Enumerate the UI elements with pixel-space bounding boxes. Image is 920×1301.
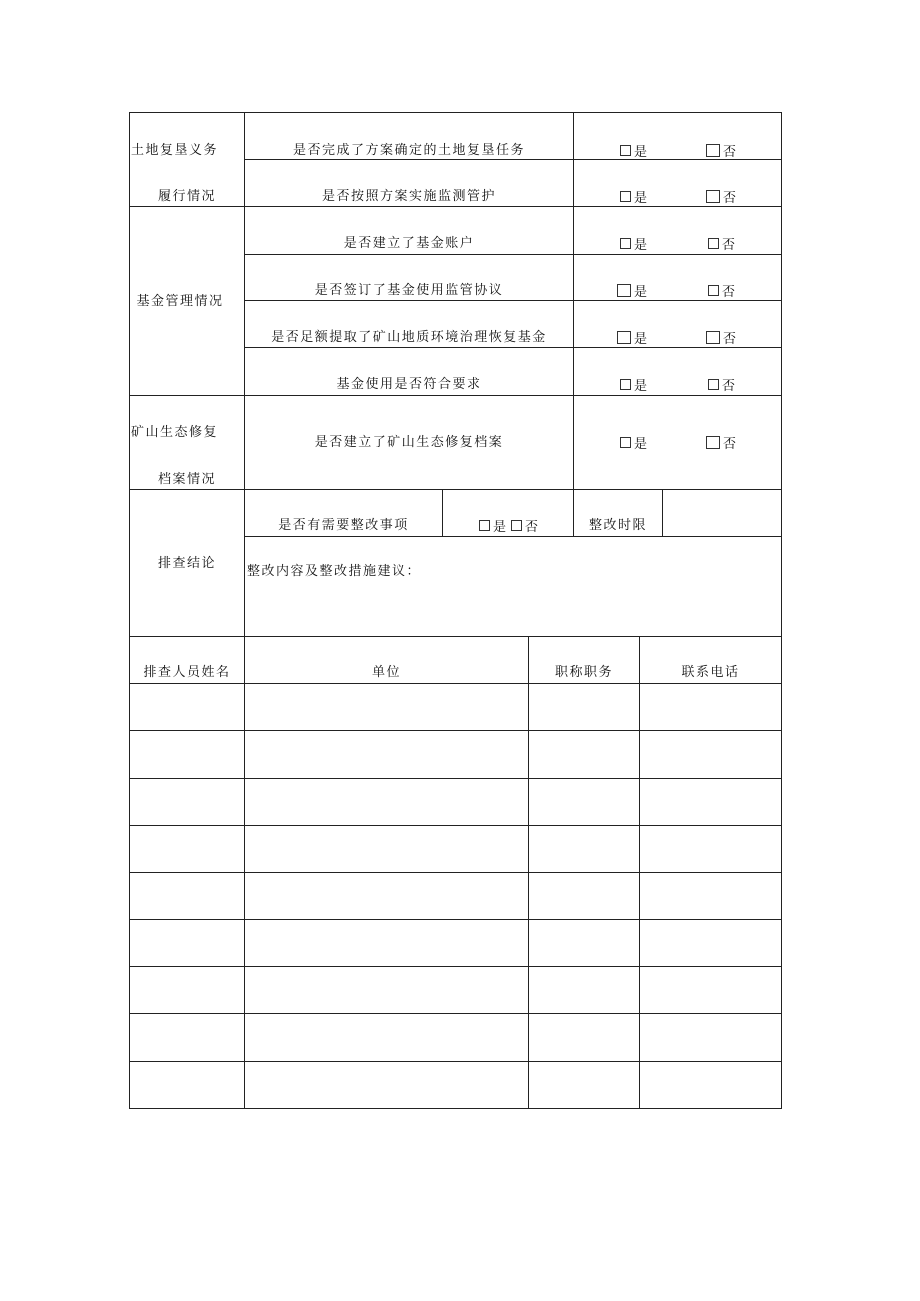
fund-question-1: 是否建立了基金账户 [343, 235, 475, 251]
checkbox-icon [708, 379, 719, 390]
checkbox-icon [706, 436, 720, 449]
deadline-label: 整改时限 [588, 517, 647, 533]
table-cell[interactable] [130, 1014, 244, 1061]
checkbox-icon [706, 331, 720, 344]
header-title: 职称职务 [554, 664, 613, 680]
option-no[interactable]: 否 [706, 433, 737, 451]
header-unit: 单位 [371, 664, 401, 680]
rectify-question: 是否有需要整改事项 [278, 517, 409, 533]
table-cell[interactable] [640, 873, 781, 919]
checkbox-icon [620, 437, 631, 448]
table-cell[interactable] [130, 684, 244, 730]
table-cell[interactable] [529, 1014, 639, 1061]
conclusion-label: 排查结论 [157, 555, 216, 571]
table-cell[interactable] [245, 967, 528, 1013]
checkbox-icon [620, 145, 631, 156]
checkbox-icon [706, 190, 720, 203]
table-cell[interactable] [529, 826, 639, 872]
option-no[interactable]: 否 [706, 328, 737, 346]
fund-label: 基金管理情况 [136, 293, 224, 309]
rectify-option-no[interactable]: 否 [511, 516, 539, 534]
table-cell[interactable] [640, 1014, 781, 1061]
table-cell[interactable] [529, 873, 639, 919]
table-cell[interactable] [640, 779, 781, 825]
table-cell[interactable] [529, 967, 639, 1013]
checkbox-icon [617, 331, 631, 344]
checkbox-icon [708, 285, 719, 296]
rectify-content-label: 整改内容及整改措施建议： [247, 563, 422, 579]
table-cell[interactable] [245, 873, 528, 919]
table-cell[interactable] [640, 826, 781, 872]
table-cell[interactable] [245, 1014, 528, 1061]
option-no[interactable]: 否 [708, 234, 736, 252]
archive-label-line1: 矿山生态修复 [131, 424, 219, 440]
checkbox-icon [620, 191, 631, 202]
table-cell[interactable] [245, 779, 528, 825]
checkbox-icon [620, 379, 631, 390]
option-no[interactable]: 否 [708, 375, 736, 393]
table-cell[interactable] [640, 967, 781, 1013]
fund-question-3: 是否足额提取了矿山地质环境治理恢复基金 [271, 329, 547, 345]
checkbox-icon [479, 520, 490, 531]
fund-question-2: 是否签订了基金使用监管协议 [314, 282, 504, 298]
deadline-field[interactable] [663, 516, 781, 534]
archive-question-1: 是否建立了矿山生态修复档案 [314, 434, 504, 450]
option-yes[interactable]: 是 [620, 375, 648, 393]
table-cell[interactable] [130, 1062, 244, 1108]
table-cell[interactable] [529, 684, 639, 730]
table-cell[interactable] [130, 826, 244, 872]
table-cell[interactable] [529, 1062, 639, 1108]
option-yes[interactable]: 是 [620, 187, 648, 205]
table-cell[interactable] [245, 684, 528, 730]
table-cell[interactable] [130, 779, 244, 825]
table-cell[interactable] [130, 873, 244, 919]
option-yes[interactable]: 是 [620, 433, 648, 451]
archive-label-line2: 档案情况 [157, 471, 216, 487]
table-cell[interactable] [640, 920, 781, 966]
table-cell[interactable] [640, 731, 781, 778]
table-cell[interactable] [245, 920, 528, 966]
option-no[interactable]: 否 [708, 281, 736, 299]
rectify-option-yes[interactable]: 是 [479, 516, 507, 534]
table-cell[interactable] [529, 731, 639, 778]
checkbox-icon [511, 520, 522, 531]
checkbox-icon [706, 144, 720, 157]
table-cell[interactable] [130, 731, 244, 778]
table-cell[interactable] [640, 1062, 781, 1108]
table-cell[interactable] [130, 920, 244, 966]
table-cell[interactable] [245, 826, 528, 872]
reclamation-question-1: 是否完成了方案确定的土地复垦任务 [292, 142, 525, 158]
checkbox-icon [620, 238, 631, 249]
option-yes[interactable]: 是 [617, 328, 648, 346]
header-name: 排查人员姓名 [143, 664, 231, 680]
checkbox-icon [617, 284, 631, 297]
reclamation-label-line2: 履行情况 [157, 188, 216, 204]
table-cell[interactable] [529, 779, 639, 825]
option-yes[interactable]: 是 [617, 281, 648, 299]
option-no[interactable]: 否 [706, 141, 737, 159]
table-cell[interactable] [640, 684, 781, 730]
option-yes[interactable]: 是 [620, 234, 648, 252]
table-cell[interactable] [245, 1062, 528, 1108]
option-no[interactable]: 否 [706, 187, 737, 205]
fund-question-4: 基金使用是否符合要求 [336, 376, 482, 392]
table-cell[interactable] [245, 731, 528, 778]
header-phone: 联系电话 [681, 664, 740, 680]
checkbox-icon [708, 238, 719, 249]
reclamation-question-2: 是否按照方案实施监测管护 [321, 188, 496, 204]
option-yes[interactable]: 是 [620, 141, 648, 159]
reclamation-label-line1: 土地复垦义务 [131, 142, 219, 158]
table-cell[interactable] [130, 967, 244, 1013]
table-cell[interactable] [529, 920, 639, 966]
